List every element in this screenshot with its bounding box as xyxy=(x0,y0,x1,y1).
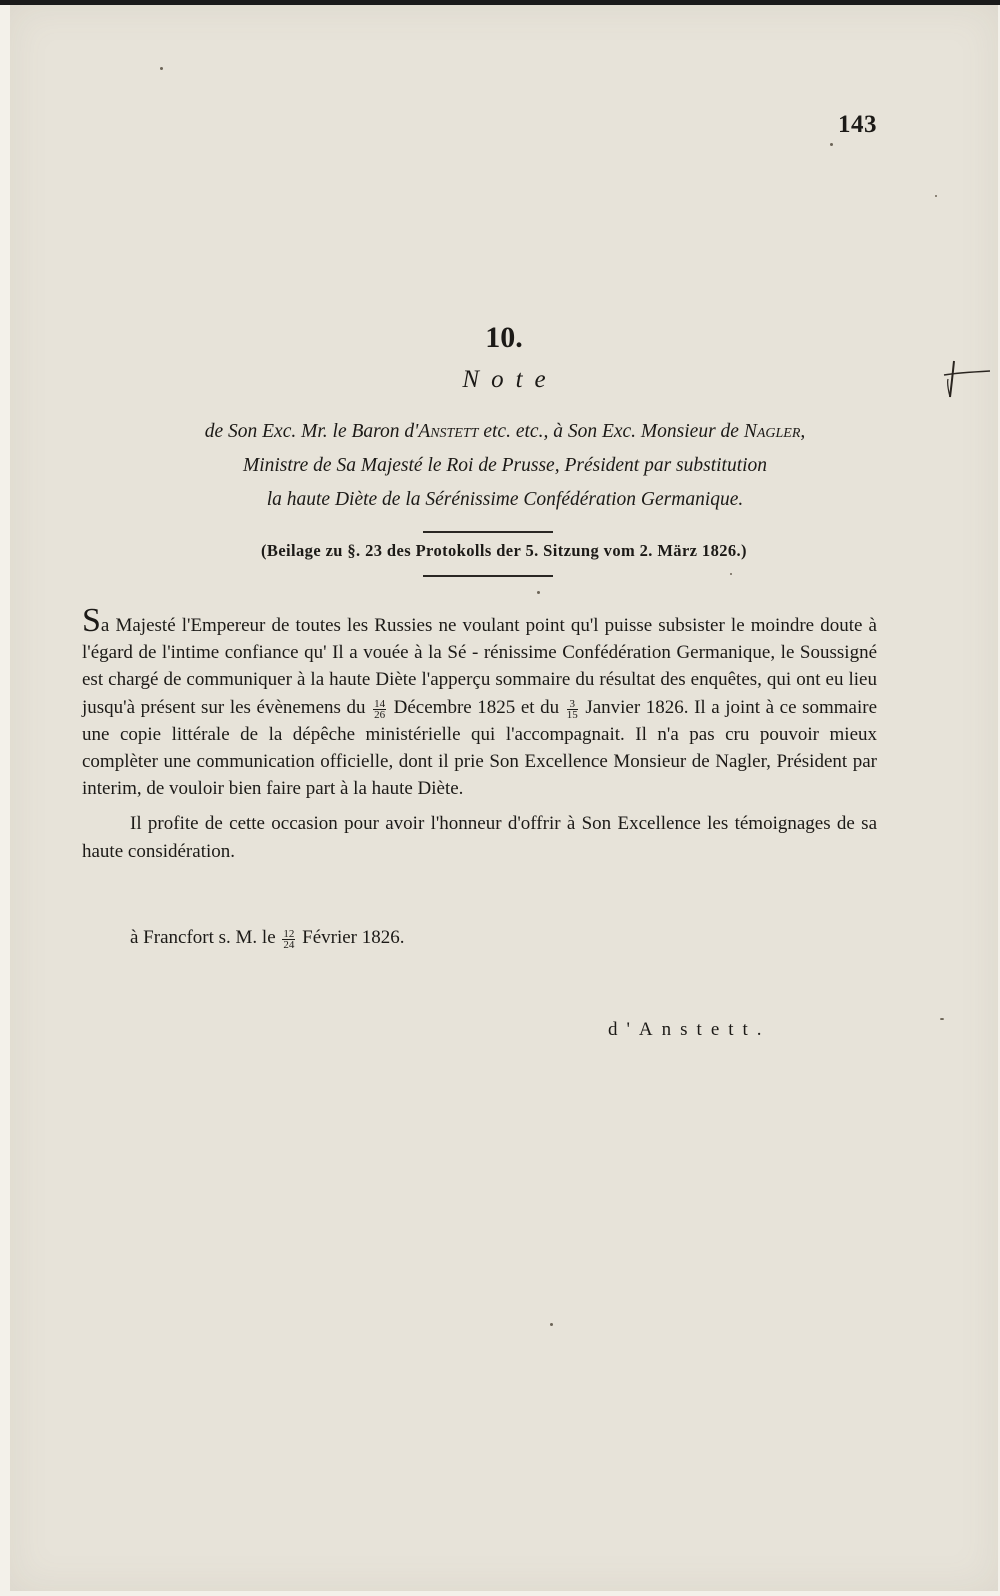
cross-mark-icon xyxy=(942,357,992,407)
fraction-february: $\frac{12}{24}$ xyxy=(283,928,295,951)
addressee-block xyxy=(80,415,930,517)
paper-speck xyxy=(160,67,163,70)
drop-cap: S xyxy=(82,602,101,639)
divider-bottom xyxy=(423,575,553,577)
annex-reference: (Beilage zu §. 23 des Protokolls der 5. Sitzung vom 2. März 1826.) xyxy=(261,541,747,560)
paper-speck xyxy=(935,195,937,197)
signature: d'Anstett. xyxy=(608,1019,771,1040)
addressee-line-3: la haute Diète de la Sérénissime Confédération Germanique. xyxy=(266,489,744,510)
fraction-january: $\frac{3}{15}$ xyxy=(566,697,578,721)
divider-top xyxy=(423,531,553,533)
paragraph-1: Sa Majesté l'Empereur de toutes les Russies ne voulant point qu'l puisse subsister le moindre doute à l'égard de l'intime confiance qu' Il a vouée à la Sé - rénissime Confédération Germanique, le Soussigné est chargé de communiquer à la haute Diète l'apperçu sommaire du résultat des enquêtes, qui ont eu lieu jusqu'à présent sur les évènemens du $\frac{14}{26}$ Décembre 1825 et du $\frac{3}{15}$ Janvier 1826. Il a joint à ce sommaire une copie littérale de la dépêche ministérielle qui l'accompagnait. Il n'a pas cru pouvoir mieux complèter une communication officielle, dont il prie Son Excellence Monsieur de Nagler, Président par interim, de vouloir bien faire part à la haute Diète. xyxy=(82,602,878,800)
letter-body xyxy=(82,602,878,865)
paper-speck xyxy=(537,591,540,594)
paper-speck xyxy=(830,143,833,146)
document-page xyxy=(10,5,998,1591)
paper-speck xyxy=(550,1323,553,1326)
dateline: à Francfort s. M. le $\frac{12}{24}$ Février 1826. xyxy=(130,927,405,951)
addressee-line-1: de Son Exc. Mr. le Baron d'Anstett etc. etc., à Son Exc. Monsieur de Nagler, xyxy=(204,421,806,442)
fraction-december: $\frac{14}{26}$ xyxy=(374,697,386,721)
document-number: 10. xyxy=(485,321,523,354)
page-number: 143 xyxy=(838,111,877,138)
sender-name: Anstett xyxy=(418,421,479,442)
recipient-name: Nagler xyxy=(743,421,801,442)
paper-speck xyxy=(940,1018,944,1020)
document-heading: Note xyxy=(462,366,558,393)
paragraph-2: Il profite de cette occasion pour avoir l'honneur d'offrir à Son Excellence les témoignages de sa haute considération. xyxy=(82,813,877,862)
addressee-line-2: Ministre de Sa Majesté le Roi de Prusse, Président par substitution xyxy=(242,455,768,476)
paper-speck xyxy=(730,573,732,575)
